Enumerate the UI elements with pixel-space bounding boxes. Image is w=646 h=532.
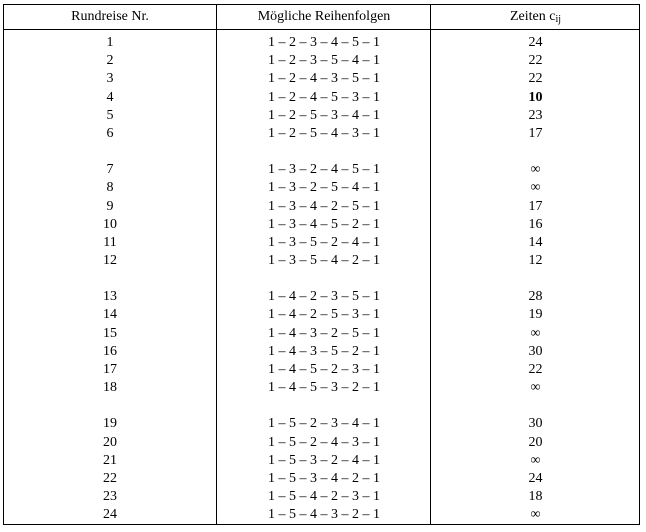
round-trip-table	[3, 4, 640, 525]
time-cell: 14	[528, 234, 543, 250]
time-cell: 22	[528, 362, 543, 377]
sequence-cell: 1 – 5 – 2 – 4 – 3 – 1	[268, 434, 380, 450]
tour-number-cell: 7	[106, 162, 114, 178]
row-group	[431, 34, 640, 143]
sequence-cell: 1 – 5 – 4 – 3 – 2 – 1	[268, 507, 380, 523]
tour-number-cell: 23	[103, 489, 117, 505]
tour-number-cell: 1	[106, 35, 114, 50]
sequence-cell: 1 – 2 – 5 – 4 – 3 – 1	[268, 125, 380, 141]
time-cell: 24	[528, 470, 543, 486]
header-sequences: Mögliche Reihenfolgen	[257, 9, 391, 24]
sequence-cell: 1 – 4 – 5 – 3 – 2 – 1	[268, 380, 380, 396]
row-group	[4, 288, 216, 397]
time-cell: 22	[528, 71, 543, 87]
time-cell: ∞	[530, 380, 541, 396]
tour-number-cell: 4	[106, 89, 114, 105]
tour-number-cell: 9	[106, 198, 114, 214]
row-group	[217, 415, 431, 524]
tour-number-cell: 14	[103, 307, 117, 323]
row-group	[431, 415, 640, 524]
sequence-cell: 1 – 4 – 3 – 5 – 2 – 1	[268, 343, 380, 359]
time-cell: ∞	[530, 452, 541, 468]
tour-number-cell: 3	[106, 71, 114, 87]
tour-number-cell: 20	[103, 434, 117, 450]
time-cell: 28	[528, 289, 543, 305]
header-tour-number: Rundreise Nr.	[71, 9, 149, 24]
time-cell: 22	[528, 53, 543, 69]
row-group	[4, 34, 216, 143]
time-cell: ∞	[530, 325, 541, 341]
row-group	[431, 288, 640, 397]
tour-number-cell: 16	[103, 343, 117, 359]
tour-number-cell: 21	[103, 452, 117, 468]
column-sequences	[216, 5, 431, 524]
sequence-cell: 1 – 4 – 3 – 2 – 5 – 1	[268, 325, 380, 341]
row-group	[4, 161, 216, 270]
time-cell: 16	[528, 216, 543, 232]
time-cell: ∞	[530, 162, 541, 178]
time-cell: 10	[528, 89, 543, 105]
sequence-cell: 1 – 3 – 4 – 2 – 5 – 1	[268, 198, 380, 214]
sequence-cell: 1 – 2 – 5 – 3 – 4 – 1	[268, 107, 380, 123]
sequence-cell: 1 – 5 – 4 – 2 – 3 – 1	[268, 489, 380, 505]
tour-number-cell: 11	[103, 234, 117, 250]
row-group	[217, 34, 431, 143]
sequence-cell: 1 – 2 – 4 – 3 – 5 – 1	[268, 71, 380, 87]
tour-number-cell: 8	[106, 180, 114, 196]
column-tour-number	[4, 5, 216, 524]
header-times-subscript: ij	[555, 14, 562, 25]
row-group	[217, 288, 431, 397]
time-cell: 17	[528, 198, 543, 214]
sequence-cell: 1 – 3 – 2 – 4 – 5 – 1	[268, 162, 380, 178]
tour-number-cell: 18	[103, 380, 117, 396]
time-cell: 23	[528, 107, 543, 123]
tour-number-cell: 5	[106, 107, 114, 123]
sequence-cell: 1 – 4 – 2 – 3 – 5 – 1	[268, 289, 380, 305]
sequence-cell: 1 – 2 – 3 – 4 – 5 – 1	[268, 35, 380, 50]
sequence-cell: 1 – 5 – 3 – 4 – 2 – 1	[268, 470, 380, 486]
tour-number-cell: 10	[103, 216, 117, 232]
sequence-cell: 1 – 2 – 3 – 5 – 4 – 1	[268, 53, 380, 69]
sequence-cells	[217, 34, 431, 525]
time-cell: 18	[528, 489, 543, 505]
time-cell: 19	[528, 307, 543, 323]
time-cell: 17	[528, 125, 543, 141]
time-cell: 30	[528, 416, 543, 432]
tour-number-cell: 15	[103, 325, 117, 341]
sequence-cell: 1 – 3 – 4 – 5 – 2 – 1	[268, 216, 380, 232]
time-cell: 24	[528, 35, 543, 50]
time-cell: 12	[528, 253, 543, 269]
time-cell: ∞	[530, 507, 541, 523]
tour-number-cell: 17	[103, 362, 117, 377]
tour-number-cell: 19	[103, 416, 117, 432]
tour-number-cell: 13	[103, 289, 117, 305]
sequence-cell: 1 – 4 – 5 – 2 – 3 – 1	[268, 362, 380, 377]
tour-number-cells	[4, 34, 216, 525]
tour-number-cell: 22	[103, 470, 117, 486]
time-cell: 30	[528, 343, 543, 359]
row-group	[431, 161, 640, 270]
tour-number-cell: 6	[106, 125, 114, 141]
column-times	[430, 5, 640, 524]
sequence-cell: 1 – 3 – 5 – 4 – 2 – 1	[268, 253, 380, 269]
tour-number-cell: 2	[106, 53, 114, 69]
sequence-cell: 1 – 3 – 5 – 2 – 4 – 1	[268, 234, 380, 250]
sequence-cell: 1 – 3 – 2 – 5 – 4 – 1	[268, 180, 380, 196]
sequence-cell: 1 – 4 – 2 – 5 – 3 – 1	[268, 307, 380, 323]
time-cell: ∞	[530, 180, 541, 196]
row-group	[4, 415, 216, 524]
sequence-cell: 1 – 2 – 4 – 5 – 3 – 1	[268, 89, 380, 105]
time-cell: 20	[528, 434, 543, 450]
tour-number-cell: 12	[103, 253, 117, 269]
header-separator	[4, 29, 639, 30]
row-group	[217, 161, 431, 270]
header-times-label: Zeiten c	[509, 9, 556, 24]
sequence-cell: 1 – 5 – 3 – 2 – 4 – 1	[268, 452, 380, 468]
time-cells	[431, 34, 640, 525]
tour-number-cell: 24	[103, 507, 117, 523]
sequence-cell: 1 – 5 – 2 – 3 – 4 – 1	[268, 416, 380, 432]
header-times	[431, 9, 640, 25]
